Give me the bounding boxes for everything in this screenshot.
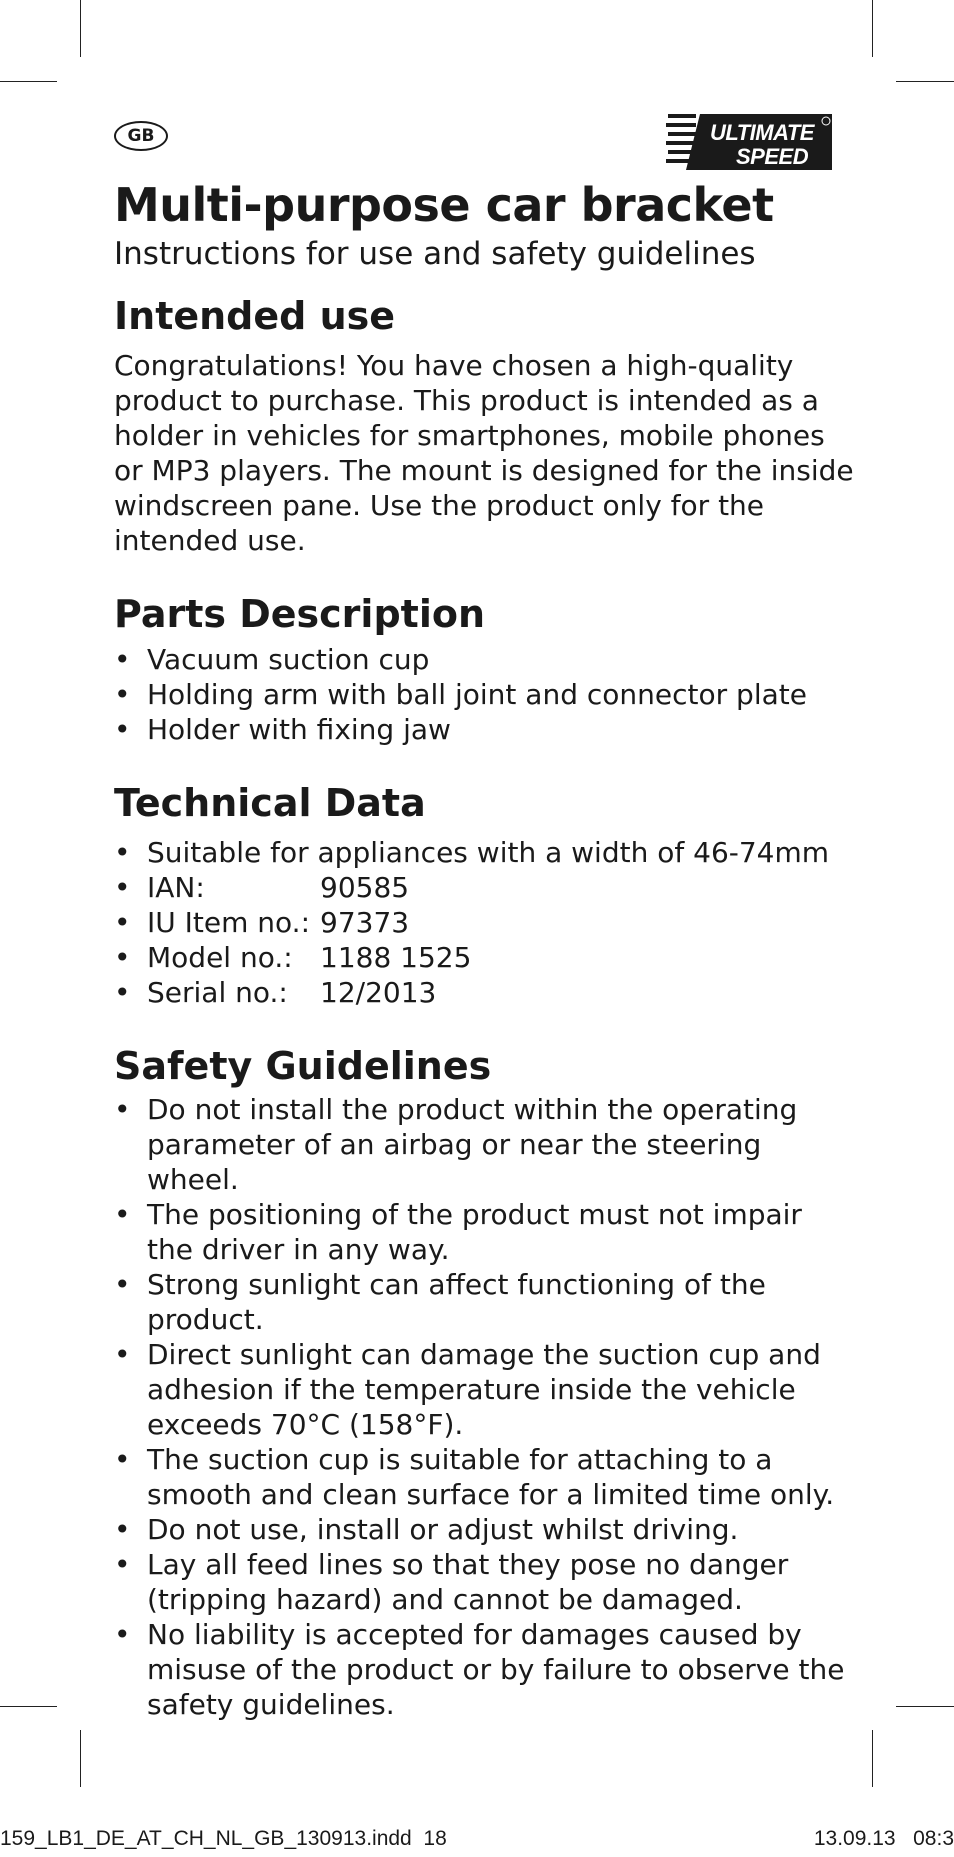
crop-mark-top-right-v [872,0,873,57]
list-item: • Holder with fixing jaw [114,712,854,747]
list-item [114,975,854,1010]
list-item: • Direct sunlight can damage the suction cup and adhesion if the temperature inside the vehicle exceeds 70°C (158°F). [114,1337,854,1442]
safety-heading: Safety Guidelines [114,1044,492,1088]
tech-label: • IU Item no.: [147,906,311,939]
tech-label: • Model no.: [147,941,293,974]
tech-value: 90585 [320,871,410,904]
footer-date: 13.09.13 [813,1827,896,1850]
safety-list [114,1092,854,1722]
brand-logo [666,114,832,170]
region-badge: GB [114,121,168,151]
parts-heading: Parts Description [114,592,486,636]
document-body [114,176,854,1722]
parts-list [114,642,854,747]
tech-label: • Serial no.: [147,976,288,1009]
list-item: • Holding arm with ball joint and connector plate [114,677,854,712]
tech-value: 1188 1525 [320,941,472,974]
footer-timestamp [814,1827,954,1851]
intended-use-text: Congratulations! You have chosen a high-quality product to purchase. This product is intended as a holder in vehicles for smartphones, mobile phones or MP3 players. The mount is designed for the inside windscreen pane. Use the product only for the intended use. [114,349,854,557]
footer-time: 08:3 [913,1827,954,1850]
list-item: • Suitable for appliances with a width of 46-74mm [114,835,854,870]
crop-mark-bottom-left-v [80,1730,81,1787]
page-subtitle: Instructions for use and safety guidelines [114,236,756,272]
crop-mark-top-right-h [896,81,954,82]
list-item: • Vacuum suction cup [114,642,854,677]
tech-value: 97373 [320,906,410,939]
svg-text:ULTIMATE: ULTIMATE [710,120,814,145]
list-item [114,870,854,905]
crop-mark-top-left-h [0,81,57,82]
technical-list [114,835,854,1010]
list-item [114,905,854,940]
footer-filename: 159_LB1_DE_AT_CH_NL_GB_130913.indd [0,1827,412,1850]
footer-file-info [0,1827,447,1851]
list-item: • Strong sunlight can affect functioning of the product. [114,1267,854,1337]
list-item: • Do not use, install or adjust whilst driving. [114,1512,854,1547]
crop-mark-top-left-v [80,0,81,57]
svg-text:SPEED: SPEED [736,144,809,169]
list-item: • No liability is accepted for damages caused by misuse of the product or by failure to observe the safety guidelines. [114,1617,854,1722]
technical-heading: Technical Data [114,781,426,825]
crop-mark-bottom-left-h [0,1706,57,1707]
footer-page: 18 [423,1827,447,1850]
list-item: • Lay all feed lines so that they pose no danger (tripping hazard) and cannot be damaged. [114,1547,854,1617]
list-item [114,940,854,975]
crop-mark-bottom-right-v [872,1730,873,1787]
intended-use-heading: Intended use [114,294,396,338]
crop-mark-bottom-right-h [896,1706,954,1707]
list-item: • Do not install the product within the operating parameter of an airbag or near the steering wheel. [114,1092,854,1197]
page-title: Multi-purpose car bracket [114,178,774,232]
tech-label: • IAN: [147,871,205,904]
list-item: • The suction cup is suitable for attaching to a smooth and clean surface for a limited time only. [114,1442,854,1512]
list-item: • The positioning of the product must not impair the driver in any way. [114,1197,854,1267]
tech-value: 12/2013 [320,976,437,1009]
